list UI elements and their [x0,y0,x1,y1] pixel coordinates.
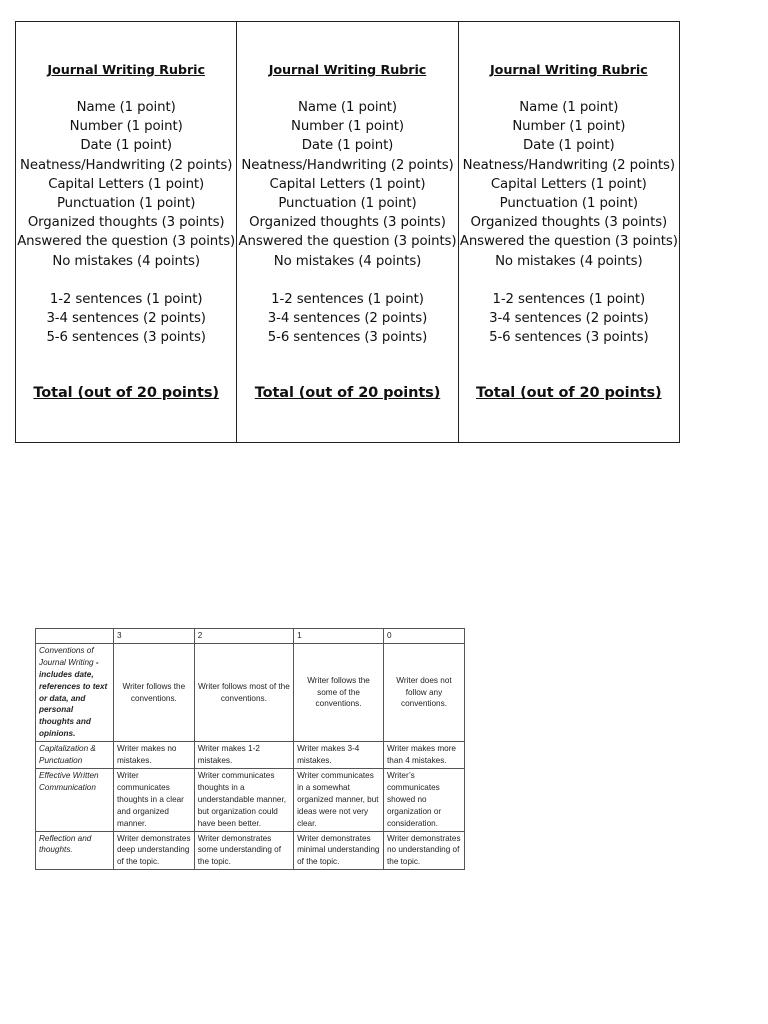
rubric-criterion: Date (1 point) [301,138,394,154]
table-cell: Writer makes more than 4 mistakes. [383,742,464,769]
rubric-card [16,22,237,442]
table-cell: Writer makes 3-4 mistakes. [294,742,384,769]
table-row [36,768,465,831]
rubric-criterion: Date (1 point) [80,138,172,154]
rubric-criterion: Name (1 point) [76,100,176,115]
rubric-criteria-list [237,98,457,271]
table-cell: Writer makes no mistakes. [114,742,195,769]
rubric-sentence-criterion: 3-4 sentences (2 points) [46,311,206,327]
table-row [36,831,465,870]
criterion-label: Conventions of Journal Writing [39,645,94,667]
rubric-card-title: Journal Writing Rubric [490,63,648,78]
table-header-cell [36,629,114,644]
table-header-cell: 2 [194,629,293,644]
table-cell: Writer demonstrates deep understanding of the topic. [114,831,195,870]
rubric-criterion: Answered the question (3 points) [17,234,236,250]
table-cell: Writer makes 1-2 mistakes. [194,742,293,769]
table-header-row [36,629,465,644]
detail-rubric-table [35,628,465,870]
rubric-sentence-criterion: 3-4 sentences (2 points) [267,311,428,327]
rubric-criterion: Organized thoughts (3 points) [27,215,225,231]
rubric-card [459,22,679,442]
table-cell: Writer communicates thoughts in a clear and organized manner. [114,768,195,831]
rubric-criterion: Number (1 point) [69,119,183,135]
rubric-criterion: Number (1 point) [512,119,626,135]
rubric-total: Total (out of 20 points) [33,385,219,402]
rubric-sentence-list [16,290,236,348]
rubric-criterion: Name (1 point) [519,100,619,115]
rubric-sentence-criterion: 5-6 sentences (3 points) [489,330,649,346]
table-cell: Writer demonstrates minimal understanding of the topic. [294,831,384,870]
rubric-sentence-criterion: 1-2 sentences (1 point) [492,291,646,307]
table-cell: Writer communicates thoughts in a understandable manner, but organization could have been better. [194,768,293,831]
criterion-cell [36,831,114,870]
table-row [36,643,465,741]
table-cell: Writer demonstrates no understanding of the topic. [383,831,464,870]
rubric-criterion: Date (1 point) [523,138,615,154]
rubric-sentence-criterion: 1-2 sentences (1 point) [271,291,424,307]
rubric-criterion: Capital Letters (1 point) [48,176,205,192]
table-header-cell: 0 [383,629,464,644]
rubric-total: Total (out of 20 points) [476,385,662,402]
table-header-cell: 1 [294,629,384,644]
table-cell: Writer follows most of the conventions. [194,643,293,741]
rubric-criterion: Punctuation (1 point) [278,196,417,212]
rubric-criterion: Punctuation (1 point) [499,196,638,212]
criterion-cell [36,643,114,741]
criterion-label: Reflection and thoughts. [39,833,92,855]
rubric-card-title: Journal Writing Rubric [47,63,205,78]
rubric-criterion: Organized thoughts (3 points) [470,215,668,231]
table-cell: Writer follows the conventions. [114,643,195,741]
criterion-cell [36,768,114,831]
rubric-sentence-list [237,290,457,348]
rubric-criteria-list [459,98,679,271]
criterion-note: - includes date, references to text or data, and personal thoughts and opinions. [39,657,108,739]
rubric-criterion: Punctuation (1 point) [57,196,196,212]
table-header-cell: 3 [114,629,195,644]
criterion-cell [36,742,114,769]
rubric-total: Total (out of 20 points) [254,385,441,402]
table-cell: Writer does not follow any conventions. [383,643,464,741]
table-cell: Writer’s communicates showed no organization or consideration. [383,768,464,831]
rubric-sentence-criterion: 5-6 sentences (3 points) [46,330,206,346]
rubric-sentence-criterion: 5-6 sentences (3 points) [267,330,428,346]
criterion-label: Capitalization & Punctuation [39,744,96,766]
rubric-criterion: Answered the question (3 points) [459,234,678,250]
rubric-sentence-criterion: 3-4 sentences (2 points) [489,311,649,327]
rubric-criterion: Answered the question (3 points) [238,234,457,250]
rubric-sentence-criterion: 1-2 sentences (1 point) [49,291,203,307]
rubric-criterion: Capital Letters (1 point) [490,176,647,192]
table-cell: Writer communicates in a somewhat organized manner, but ideas were not very clear. [294,768,384,831]
rubric-criterion: Capital Letters (1 point) [269,176,426,192]
table-cell: Writer demonstrates some understanding of the topic. [194,831,293,870]
rubric-criterion: Number (1 point) [290,119,404,135]
rubric-card [237,22,458,442]
rubric-criterion: Name (1 point) [297,100,397,115]
rubric-criterion: Neatness/Handwriting (2 points) [462,157,675,173]
criterion-label: Effective Written Communication [39,770,99,792]
rubric-card-title: Journal Writing Rubric [268,63,427,78]
table-cell: Writer follows the some of the conventions. [294,643,384,741]
rubric-sentence-list [459,290,679,348]
rubric-criterion: No mistakes (4 points) [495,253,643,269]
rubric-criterion: Neatness/Handwriting (2 points) [241,157,454,173]
rubric-criteria-list [16,98,236,271]
rubric-cards [15,21,680,443]
rubric-criterion: Organized thoughts (3 points) [249,215,446,231]
rubric-criterion: No mistakes (4 points) [273,253,422,269]
rubric-criterion: No mistakes (4 points) [52,253,200,269]
rubric-criterion: Neatness/Handwriting (2 points) [20,157,233,173]
table-row [36,742,465,769]
